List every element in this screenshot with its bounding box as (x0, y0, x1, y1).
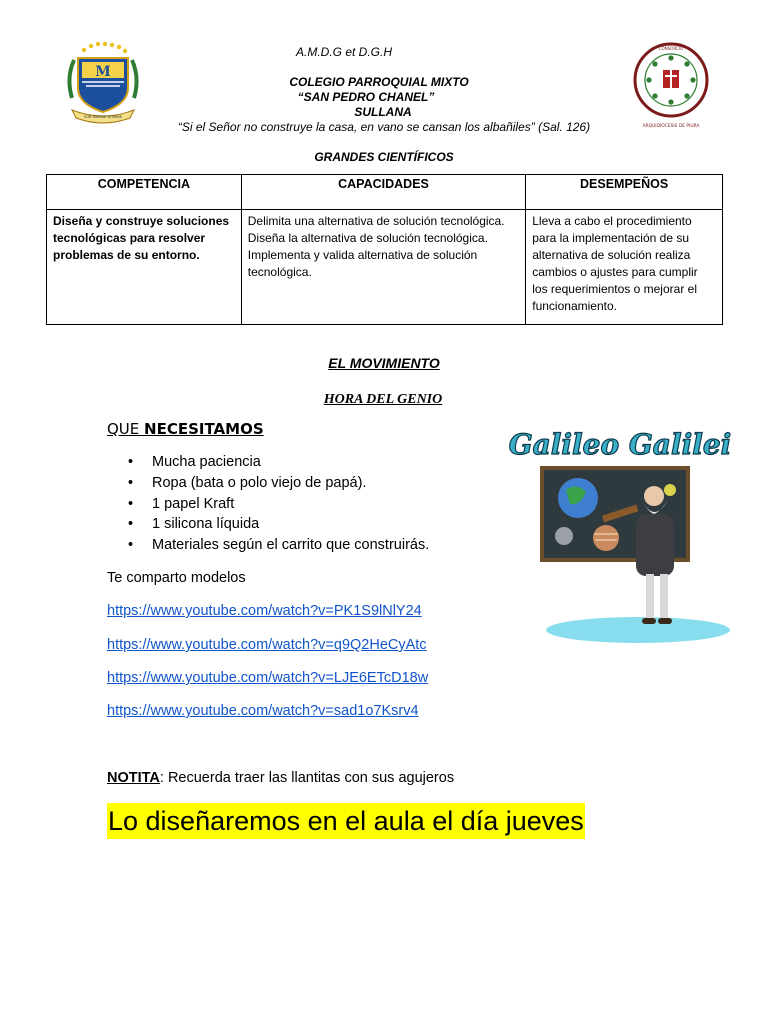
school-subtitle: “SAN PEDRO CHANEL” (297, 90, 435, 104)
psalm-quote: “Si el Señor no construye la casa, en vano se cansan los albañiles” (Sal. 126) (177, 120, 591, 134)
needs-heading (107, 420, 264, 438)
youtube-link-2[interactable]: https://www.youtube.com/watch?v=q9Q2HeCyAtc (107, 637, 427, 653)
school-name: COLEGIO PARROQUIAL MIXTO (289, 75, 469, 89)
header-capacidades: CAPACIDADES (241, 175, 526, 210)
section-title: EL MOVIMIENTO (328, 355, 440, 371)
svg-text:SUB MARIAE NOMINE: SUB MARIAE NOMINE (83, 115, 123, 119)
svg-text:M: M (95, 64, 111, 80)
cell-competencia: Diseña y construye soluciones tecnológicas para resolver problemas de su entorno. (47, 210, 242, 325)
list-item: • 1 papel Kraft (107, 494, 429, 515)
svg-text:ARQUIDIOCESIS DE PIURA: ARQUIDIOCESIS DE PIURA (642, 124, 700, 129)
galileo-illustration (508, 420, 732, 645)
list-item: • Materiales según el carrito que construirás. (107, 535, 429, 556)
capacidad-item: Diseña la alternativa de solución tecnológica. (247, 231, 488, 245)
cell-capacidades (241, 210, 526, 325)
youtube-link-1[interactable]: https://www.youtube.com/watch?v=PK1S9lNlY24 (107, 603, 422, 619)
capacidad-item: Delimita una alternativa de solución tecnológica. (247, 214, 505, 228)
note (107, 770, 454, 786)
section-subtitle: HORA DEL GENIO (323, 392, 443, 407)
models-label: Te comparto modelos (107, 570, 246, 586)
list-item: • 1 silicona líquida (107, 514, 429, 535)
youtube-link-3[interactable]: https://www.youtube.com/watch?v=LJE6ETcD18w (107, 670, 429, 686)
bullet-icon: • (128, 454, 134, 470)
galileo-title: Galileo Galilei (508, 428, 732, 461)
svg-text:CONSORCIO: CONSORCIO (658, 46, 684, 51)
capacidad-item: Implementa y valida alternativa de solución tecnológica. (247, 248, 478, 279)
competency-table (46, 174, 723, 325)
table-row (47, 210, 723, 325)
youtube-link-4[interactable]: https://www.youtube.com/watch?v=sad1o7Ksrv4 (107, 703, 419, 719)
highlighted-announcement: Lo diseñaremos en el aula el día jueves (107, 803, 585, 839)
needs-list (107, 452, 429, 556)
bullet-icon: • (128, 516, 134, 533)
bullet-icon: • (128, 537, 134, 554)
school-city: SULLANA (354, 105, 412, 119)
list-item: • Ropa (bata o polo viejo de papá). (107, 473, 429, 494)
needs-heading-bold: NECESITAMOS (144, 420, 264, 438)
bullet-icon: • (128, 474, 134, 491)
note-text: : Recuerda traer las llantitas con sus agujeros (159, 770, 455, 786)
bullet-icon: • (128, 495, 134, 512)
header-desempenos: DESEMPEÑOS (526, 175, 723, 210)
amdg-motto: A.M.D.G et D.G.H (295, 45, 392, 59)
list-item: • Mucha paciencia (107, 452, 429, 473)
needs-heading-plain: QUE (107, 420, 145, 438)
cell-desempenos: Lleva a cabo el procedimiento para la implementación de su alternativa de solución realiza cambios o ajustes para cumplir los requerimientos o mejorar el funcionamiento. (526, 210, 723, 325)
header-competencia: COMPETENCIA (47, 175, 242, 210)
note-label: NOTITA (107, 770, 160, 786)
table-header-row (47, 175, 723, 210)
table-title: GRANDES CIENTÍFICOS (314, 150, 454, 164)
